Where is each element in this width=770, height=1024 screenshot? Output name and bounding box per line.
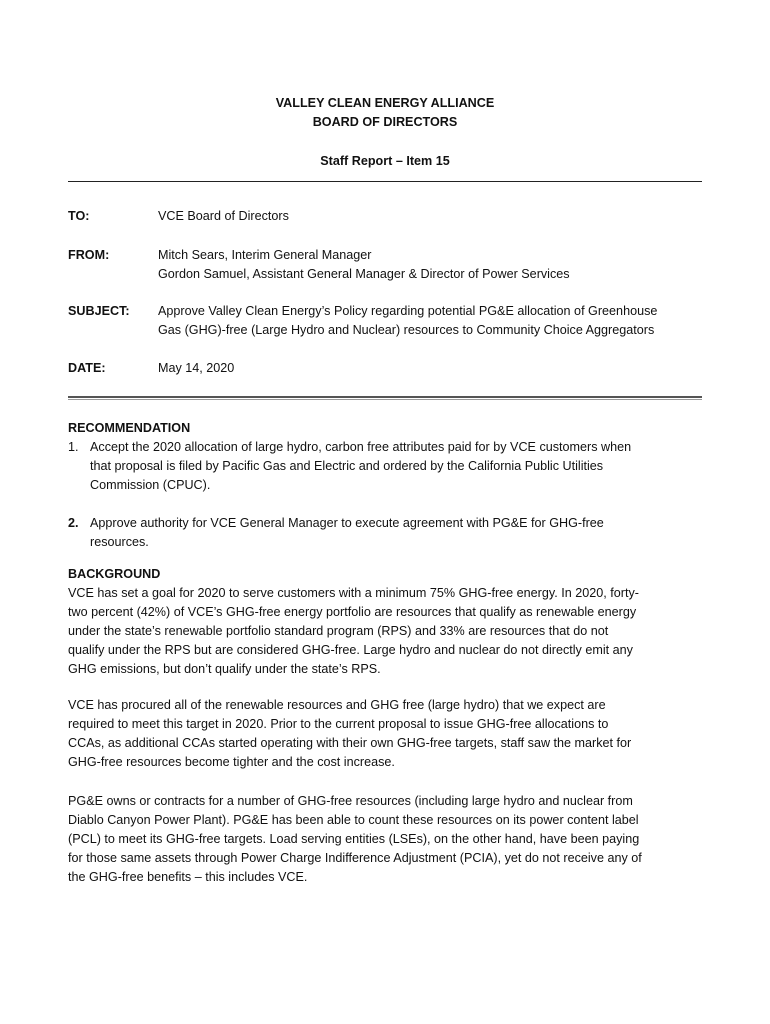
date-value-text: May 14, 2020 — [158, 361, 235, 375]
paragraph-line: GHG emissions, but don’t qualify under the state’s RPS. — [68, 662, 381, 676]
paragraph-line: CCAs, as additional CCAs started operating with their own GHG-free targets, staff saw the market for — [68, 736, 632, 750]
to-label: TO: — [68, 209, 90, 223]
background-heading: BACKGROUND — [68, 567, 161, 581]
item-line: that proposal is filed by Pacific Gas and Electric and ordered by the California Public Utilities — [90, 459, 604, 473]
paragraph-line: Diablo Canyon Power Plant). PG&E has been able to count these resources on its power content label — [68, 813, 639, 827]
header-divider — [68, 181, 702, 182]
background-paragraph — [68, 792, 704, 887]
subject-label: SUBJECT: — [68, 304, 130, 318]
paragraph-line: for those same assets through Power Charge Indifference Adjustment (PCIA), yet do not receive any of — [68, 851, 642, 865]
report-title: Staff Report – Item 15 — [320, 154, 450, 168]
paragraph-line: the GHG-free benefits – this includes VCE. — [68, 870, 308, 884]
paragraph-line: PG&E owns or contracts for a number of GHG-free resources (including large hydro and nuclear from — [68, 794, 633, 808]
item-number: 1. — [68, 440, 79, 454]
item-text — [90, 514, 704, 552]
paragraph-line: qualify under the RPS but are considered GHG-free. Large hydro and nuclear do not directly emit any — [68, 643, 633, 657]
paragraph-line: under the state’s renewable portfolio standard program (RPS) and 33% are resources that do not — [68, 624, 609, 638]
date-value — [158, 359, 718, 378]
from-line: Gordon Samuel, Assistant General Manager & Director of Power Services — [158, 267, 570, 281]
item-line: resources. — [90, 535, 149, 549]
paragraph-line: GHG-free resources become tighter and the cost increase. — [68, 755, 395, 769]
from-label: FROM: — [68, 248, 110, 262]
memo-divider — [68, 396, 702, 400]
item-line: Commission (CPUC). — [90, 478, 211, 492]
recommendation-heading: RECOMMENDATION — [68, 421, 191, 435]
org-title: VALLEY CLEAN ENERGY ALLIANCE — [275, 96, 495, 110]
item-number: 2. — [68, 516, 79, 530]
item-line: Approve authority for VCE General Manager to execute agreement with PG&E for GHG-free — [90, 516, 604, 530]
from-value — [158, 246, 718, 284]
paragraph-line: VCE has set a goal for 2020 to serve customers with a minimum 75% GHG-free energy. In 2020, forty- — [68, 586, 639, 600]
from-line: Mitch Sears, Interim General Manager — [158, 248, 372, 262]
to-value-text: VCE Board of Directors — [158, 209, 289, 223]
background-paragraph — [68, 584, 704, 679]
background-paragraph — [68, 696, 704, 772]
item-text — [90, 438, 704, 495]
paragraph-line: VCE has procured all of the renewable resources and GHG free (large hydro) that we expect are — [68, 698, 606, 712]
date-label: DATE: — [68, 361, 106, 375]
to-value — [158, 207, 718, 226]
subject-value — [158, 302, 718, 340]
subject-line: Approve Valley Clean Energy’s Policy regarding potential PG&E allocation of Greenhouse — [158, 304, 658, 318]
board-title: BOARD OF DIRECTORS — [312, 115, 458, 129]
paragraph-line: required to meet this target in 2020. Prior to the current proposal to issue GHG-free allocations to — [68, 717, 609, 731]
subject-line: Gas (GHG)-free (Large Hydro and Nuclear) resources to Community Choice Aggregators — [158, 323, 655, 337]
paragraph-line: two percent (42%) of VCE’s GHG-free energy portfolio are resources that qualify as renewable energy — [68, 605, 637, 619]
paragraph-line: (PCL) to meet its GHG-free targets. Load serving entities (LSEs), on the other hand, have been paying — [68, 832, 640, 846]
item-line: Accept the 2020 allocation of large hydro, carbon free attributes paid for by VCE customers when — [90, 440, 632, 454]
